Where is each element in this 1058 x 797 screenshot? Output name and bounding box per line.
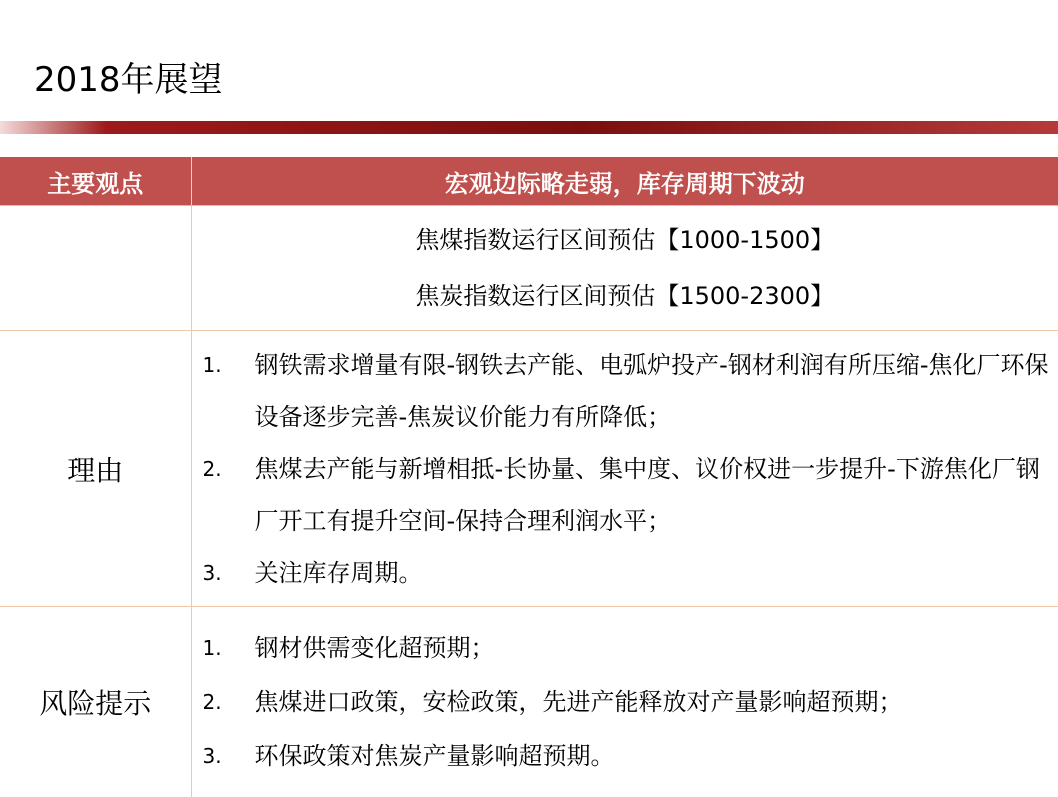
header-summary: 宏观边际略走弱，库存周期下波动 <box>191 157 1058 206</box>
list-text: 关注库存周期。 <box>255 547 1058 599</box>
list-number: 3. <box>203 547 255 599</box>
title-underline-bar <box>0 121 1058 134</box>
slide-title: 2018年展望 <box>34 56 223 104</box>
list-item <box>203 443 1058 547</box>
list-item <box>203 547 1058 599</box>
risks-list <box>192 621 1058 783</box>
risks-label: 风险提示 <box>0 607 191 797</box>
header-main-points: 主要观点 <box>0 157 191 206</box>
list-item <box>203 675 1058 729</box>
table-row-risks <box>0 607 1058 797</box>
coking-coal-range: 焦煤指数运行区间预估【1000-1500】 <box>192 212 1058 268</box>
reasons-label: 理由 <box>0 331 191 607</box>
list-item <box>203 621 1058 675</box>
list-number: 2. <box>203 443 255 547</box>
ranges-cell <box>191 206 1058 331</box>
risks-cell <box>191 607 1058 797</box>
reasons-list <box>192 339 1058 599</box>
list-number: 2. <box>203 675 255 729</box>
list-number: 1. <box>203 621 255 675</box>
table-header-row <box>0 157 1058 206</box>
list-text: 焦煤去产能与新增相抵-长协量、集中度、议价权进一步提升-下游焦化厂钢厂开工有提升空间-保持合理利润水平； <box>255 443 1058 547</box>
ranges-label-cell <box>0 206 191 331</box>
list-text: 焦煤进口政策，安检政策，先进产能释放对产量影响超预期； <box>255 675 1058 729</box>
list-text: 钢铁需求增量有限-钢铁去产能、电弧炉投产-钢材利润有所压缩-焦化厂环保设备逐步完善-焦炭议价能力有所降低； <box>255 339 1058 443</box>
list-text: 钢材供需变化超预期； <box>255 621 1058 675</box>
reasons-cell <box>191 331 1058 607</box>
table-row-ranges <box>0 206 1058 331</box>
list-number: 1. <box>203 339 255 443</box>
list-number: 3. <box>203 729 255 783</box>
table-row-reasons <box>0 331 1058 607</box>
outlook-table <box>0 157 1058 797</box>
coke-range: 焦炭指数运行区间预估【1500-2300】 <box>192 268 1058 324</box>
list-item <box>203 339 1058 443</box>
list-item <box>203 729 1058 783</box>
list-text: 环保政策对焦炭产量影响超预期。 <box>255 729 1058 783</box>
